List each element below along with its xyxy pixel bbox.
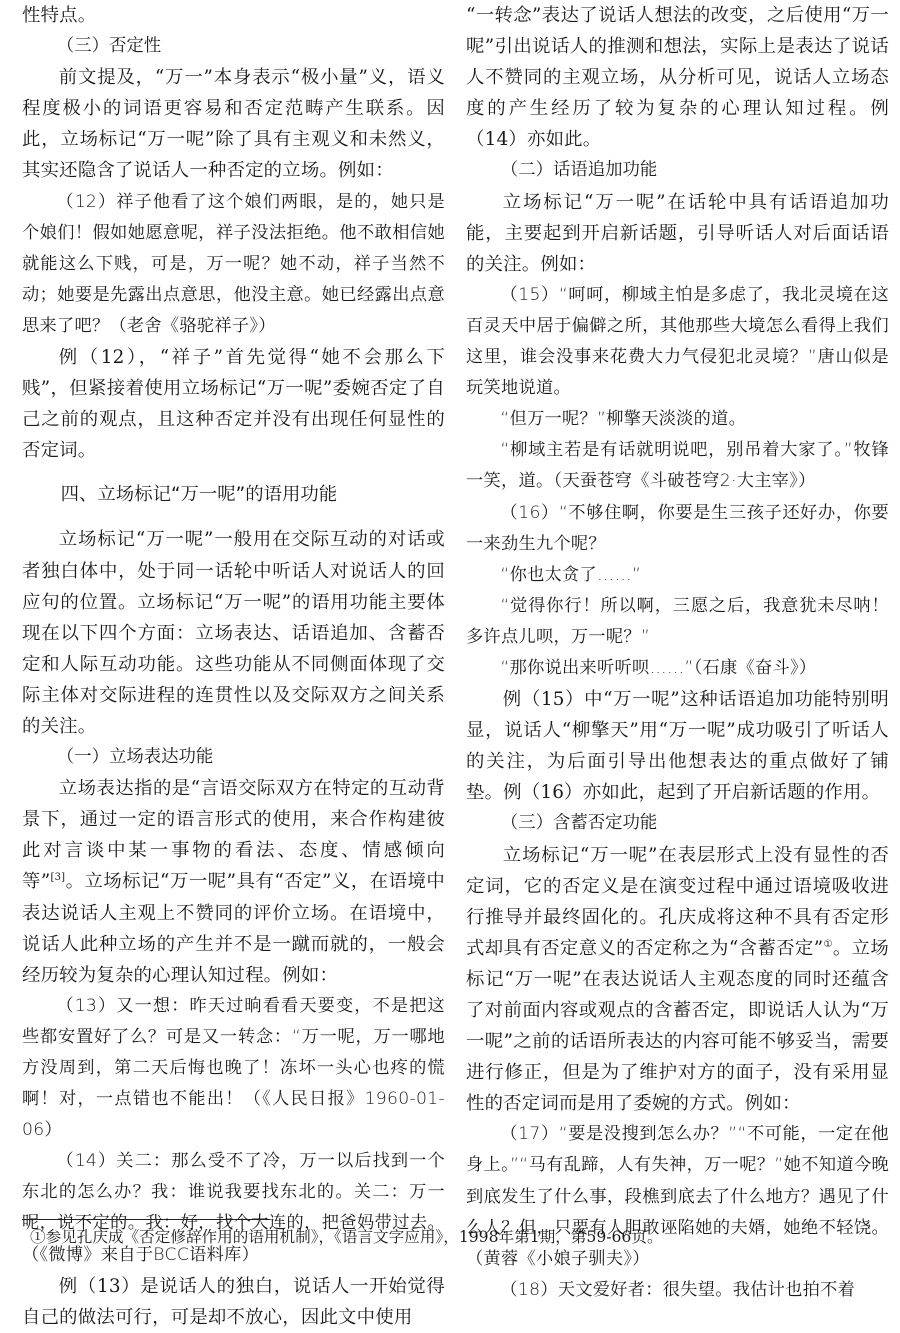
paragraph-text: 立场标记“万一呢”在话轮中具有话语追加功能，主要起到开启新话题，引导听话人对后面话语的关注。例如： xyxy=(466,191,889,275)
paragraph-text: 立场表达指的是“言语交际双方在特定的互动背景下，通过一定的语言形式的使用，来合作构建彼此对言谈中某一事物的看法、态度、情感倾向等” xyxy=(22,778,445,893)
paragraph xyxy=(466,187,889,280)
example-text: （16）“不够住啊，你要是生三孩子还好办，你要一来劲生九个呢？ xyxy=(466,502,889,554)
example xyxy=(466,560,889,591)
example-text: “你也太贪了……” xyxy=(500,564,642,585)
subsection-heading-text: （一）立场表达功能 xyxy=(56,747,214,768)
example xyxy=(22,991,445,1146)
section-heading xyxy=(22,479,445,510)
example xyxy=(466,591,889,653)
paragraph xyxy=(22,0,445,31)
paragraph xyxy=(22,773,445,991)
example-text: “那你说出来听听呗……”（石康《奋斗》） xyxy=(500,657,817,678)
example-text: “但万一呢？”柳擎天淡淡的道。 xyxy=(500,409,747,430)
example xyxy=(466,498,889,560)
paragraph-text-continued: 。立场标记“万一呢”在表达说话人主观态度的同时还蕴含了对前面内容或观点的含蓄否定，即说话人认为“万一呢”之前的话语所表达的内容可能不够妥当，需要进行修正，但是为了维护对方的面子，没有采用显性的否定词而是用了委婉的方式。例如： xyxy=(466,937,889,1115)
example xyxy=(466,280,889,404)
paragraph-text: 立场标记“万一呢”在表层形式上没有显性的否定词，它的否定义是在演变过程中通过语境吸收进行推导并最终固化的。孔庆成将这种不具有否定形式却具有否定意义的否定称之为“含蓄否定” xyxy=(466,844,889,959)
section-heading-text: 四、立场标记“万一呢”的语用功能 xyxy=(60,484,338,506)
paragraph xyxy=(22,342,445,466)
subsection-heading-text: （三）否定性 xyxy=(56,36,162,57)
right-column xyxy=(466,0,889,1306)
paragraph-text: 立场标记“万一呢”一般用在交际互动的对话或者独白体中，处于同一话轮中听话人对说话人的回应句的位置。立场标记“万一呢”的语用功能主要体现在以下四个方面：立场表达、话语追加、含蓄否定和人际互动功能。这些功能从不同侧面体现了交际主体对交际进程的连贯性以及交际双方之间关系的关注。 xyxy=(22,529,445,737)
paragraph xyxy=(466,840,889,1120)
example xyxy=(466,435,889,497)
example-text: “觉得你行！所以啊，三愿之后，我意犹未尽呐！多许点儿呗，万一呢？” xyxy=(466,595,889,647)
paragraph-text: “一转念”表达了说话人想法的改变，之后使用“万一呢”引出说话人的推测和想法，实际上是表达了说话人不赞同的主观立场，从分析可见，说话人立场态度的产生经历了较为复杂的心理认知过程。例（14）亦如此。 xyxy=(466,5,889,151)
subsection-heading xyxy=(22,31,445,62)
example-text: （17）“要是没搜到怎么办？”“不可能，一定在他身上。”“马有乱蹄，人有失神，万一呢？”她不知道今晚到底发生了什么事，段樵到底去了什么地方？遇见了什么人？但，只要有人胆敢诬陷她的夫婿，她绝不轻饶。（黄蓉《小娘子驯夫》） xyxy=(466,1124,889,1269)
example xyxy=(466,404,889,435)
subsection-heading xyxy=(466,155,889,186)
example xyxy=(466,653,889,684)
paragraph-text: 例（13）是说话人的独白，说话人一开始觉得自己的做法可行，可是却不放心，因此文中使用 xyxy=(22,1275,445,1328)
example-text: “柳域主若是有话就明说吧，别吊着大家了。”牧锋一笑，道。（天蚕苍穹《斗破苍穹2·大主宰》） xyxy=(466,440,889,492)
example-text: （12）祥子他看了这个娘们两眼，是的，她只是个娘们！假如她愿意呢，祥子没法拒绝。他不敢相信她就能这么下贱，可是，万一呢？她不动，祥子当然不动；她要是先露出点意思，他没主意。她已经露出点意思来了吧？（老舍《骆驼祥子》） xyxy=(22,191,445,336)
example-text: （18）天文爱好者：很失望。我估计也拍不着 xyxy=(500,1279,856,1300)
subsection-heading xyxy=(22,742,445,773)
paragraph-text: 例（12），“祥子”首先觉得“她不会那么下贱”，但紧接着使用立场标记“万一呢”委婉否定了自己之前的观点，且这种否定并没有出现任何显性的否定词。 xyxy=(22,347,445,462)
example xyxy=(466,1119,889,1274)
example-text: （13）又一想：昨天过晌看看天要变，不是把这些都安置好了么？可是又一转念：“万一呢，万一哪地方没周到，第二天后悔也晚了！冻坏一头心也疼的慌啊！对，一点错也不能出！（《人民日报》1960-01-06） xyxy=(22,995,445,1141)
subsection-heading xyxy=(466,808,889,839)
example-text: （15）“呵呵，柳域主怕是多虑了，我北灵境在这百灵天中居于偏僻之所，其他那些大境怎么看得上我们这里，谁会没事来花费大力气侵犯北灵境？”唐山似是玩笑地说道。 xyxy=(466,284,889,399)
subsection-heading-text: （三）含蓄否定功能 xyxy=(500,813,658,834)
citation-marker: ① xyxy=(823,938,833,950)
example-text: （14）关二：那么受不了冷，万一以后找到一个东北的怎么办？我：谁说我要找东北的。关二：万一呢，说不定的。我：好，找个大连的，把爸妈带过去。（《微博》来自于BCC语料库） xyxy=(22,1151,445,1265)
paragraph xyxy=(22,62,445,186)
paragraph xyxy=(466,684,889,808)
example xyxy=(22,187,445,342)
paragraph-text: 前文提及，“万一”本身表示“极小量”义，语义程度极小的词语更容易和否定范畴产生联系。因此，立场标记“万一呢”除了具有主观义和未然义，其实还隐含了说话人一种否定的立场。例如： xyxy=(22,67,445,182)
paragraph xyxy=(22,524,445,742)
paragraph xyxy=(22,1271,445,1333)
example xyxy=(22,1146,445,1270)
paragraph-text-continued: 。立场标记“万一呢”具有“否定”义，在语境中表达说话人主观上不赞同的评价立场。在语境中，说话人此种立场的产生并不是一蹴而就的，一般会经历较为复杂的心理认知过程。例如： xyxy=(22,871,445,986)
left-column xyxy=(22,0,445,1333)
footnote-rule xyxy=(22,1219,270,1220)
citation-marker: [3] xyxy=(50,872,66,884)
paragraph-text: 例（15）中“万一呢”这种话语追加功能特别明显，说话人“柳擎天”用“万一呢”成功吸引了听话人的关注，为后面引导出他想表达的重点做好了铺垫。例（16）亦如此，起到了开启新话题的作用。 xyxy=(466,689,889,804)
paragraph-text: 性特点。 xyxy=(22,5,97,26)
paragraph xyxy=(466,0,889,155)
subsection-heading-text: （二）话语追加功能 xyxy=(500,160,658,181)
footnote: ①参见孔庆成《否定修辞作用的语用机制》，《语言文字应用》，1998年第1期，第59-66页。 xyxy=(30,1228,663,1246)
example xyxy=(466,1275,889,1306)
